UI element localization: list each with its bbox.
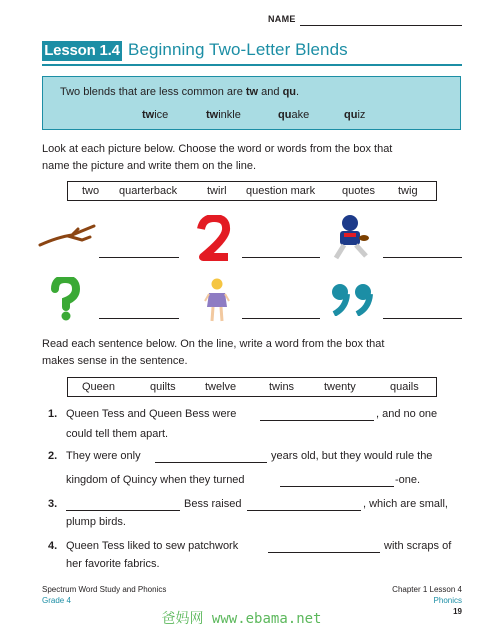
info-text-end: . — [296, 86, 300, 98]
word-box-item: twelve — [205, 381, 237, 393]
answer-line-quotes[interactable] — [383, 318, 462, 319]
quarterback-picture — [326, 214, 376, 264]
name-line[interactable] — [300, 25, 462, 26]
item-text: with scraps of — [384, 540, 452, 552]
answer-line-4[interactable] — [268, 552, 380, 553]
answer-line-1[interactable] — [260, 420, 374, 421]
item-text: Bess raised — [184, 498, 242, 510]
example-word: twinkle — [206, 109, 241, 121]
word-box-item: quilts — [150, 381, 176, 393]
item-number: 2. — [48, 450, 58, 462]
word-box-item: two — [82, 185, 100, 197]
item-text: They were only — [66, 450, 141, 462]
answer-line-3a[interactable] — [66, 510, 180, 511]
word-box-item: twenty — [324, 381, 356, 393]
quotes-picture — [328, 282, 378, 316]
word-box-item: twig — [398, 185, 418, 197]
word-box-item: quotes — [342, 185, 376, 197]
page-number: 19 — [453, 607, 462, 616]
answer-line-2b[interactable] — [280, 486, 394, 487]
word-box-2 — [67, 377, 437, 397]
word-box-item: question mark — [246, 185, 316, 197]
answer-line-quarterback[interactable] — [383, 257, 462, 258]
answer-line-3b[interactable] — [247, 510, 361, 511]
part2-instructions: Read each sentence below. On the line, write a word from the box that makes sense in the sentence. — [42, 338, 385, 367]
info-text-pre: Two blends that are less common are — [60, 86, 246, 98]
item-text: could tell them apart. — [66, 428, 169, 440]
info-box — [42, 76, 461, 130]
item-text: , and no one — [376, 408, 438, 420]
question-mark-picture — [50, 277, 80, 321]
title-rule — [42, 64, 462, 66]
info-text-mid: and — [258, 86, 283, 98]
number-two-picture — [195, 215, 233, 261]
lesson-badge: Lesson 1.4 — [42, 41, 122, 61]
example-word: quiz — [344, 109, 366, 121]
word-box-item: Queen — [82, 381, 116, 393]
answer-line-2a[interactable] — [155, 462, 267, 463]
item-text: her favorite fabrics. — [66, 558, 160, 570]
item-text: -one. — [395, 474, 421, 486]
part1-instructions: Look at each picture below. Choose the word or words from the box that name the picture and write them on the line. — [42, 143, 393, 172]
item-number: 3. — [48, 498, 58, 510]
twig-picture — [38, 223, 98, 249]
info-sentence — [60, 86, 299, 98]
footer-chapter: Chapter 1 Lesson 4 — [392, 585, 462, 594]
word-box-item: quails — [390, 381, 419, 393]
item-text: Queen Tess liked to sew patchwork — [66, 540, 239, 552]
answer-line-twig[interactable] — [99, 257, 179, 258]
answer-line-twirl[interactable] — [242, 318, 320, 319]
word-box-item: quarterback — [119, 185, 178, 197]
example-word: twice — [142, 109, 169, 121]
blend-qu: qu — [282, 86, 297, 98]
twirl-picture — [204, 277, 230, 325]
name-label: NAME — [268, 14, 296, 24]
footer-subject: Phonics — [433, 596, 462, 605]
item-text: plump birds. — [66, 516, 126, 528]
item-text: years old, but they would rule the — [271, 450, 433, 462]
example-word: quake — [278, 109, 310, 121]
word-box-1 — [67, 181, 437, 201]
item-text: , which are small, — [363, 498, 448, 510]
lesson-title: Beginning Two-Letter Blends — [128, 40, 348, 59]
item-number: 4. — [48, 540, 58, 552]
blend-tw: tw — [245, 86, 259, 98]
item-number: 1. — [48, 408, 58, 420]
item-text: Queen Tess and Queen Bess were — [66, 408, 237, 420]
answer-line-question-mark[interactable] — [99, 318, 179, 319]
watermark: 爸妈网 www.ebama.net — [161, 611, 322, 627]
word-box-item: twins — [269, 381, 295, 393]
item-text: kingdom of Quincy when they turned — [66, 474, 245, 486]
footer-book-title: Spectrum Word Study and Phonics — [42, 585, 167, 594]
word-box-item: twirl — [207, 185, 227, 197]
answer-line-two[interactable] — [242, 257, 320, 258]
footer-grade: Grade 4 — [42, 596, 71, 605]
